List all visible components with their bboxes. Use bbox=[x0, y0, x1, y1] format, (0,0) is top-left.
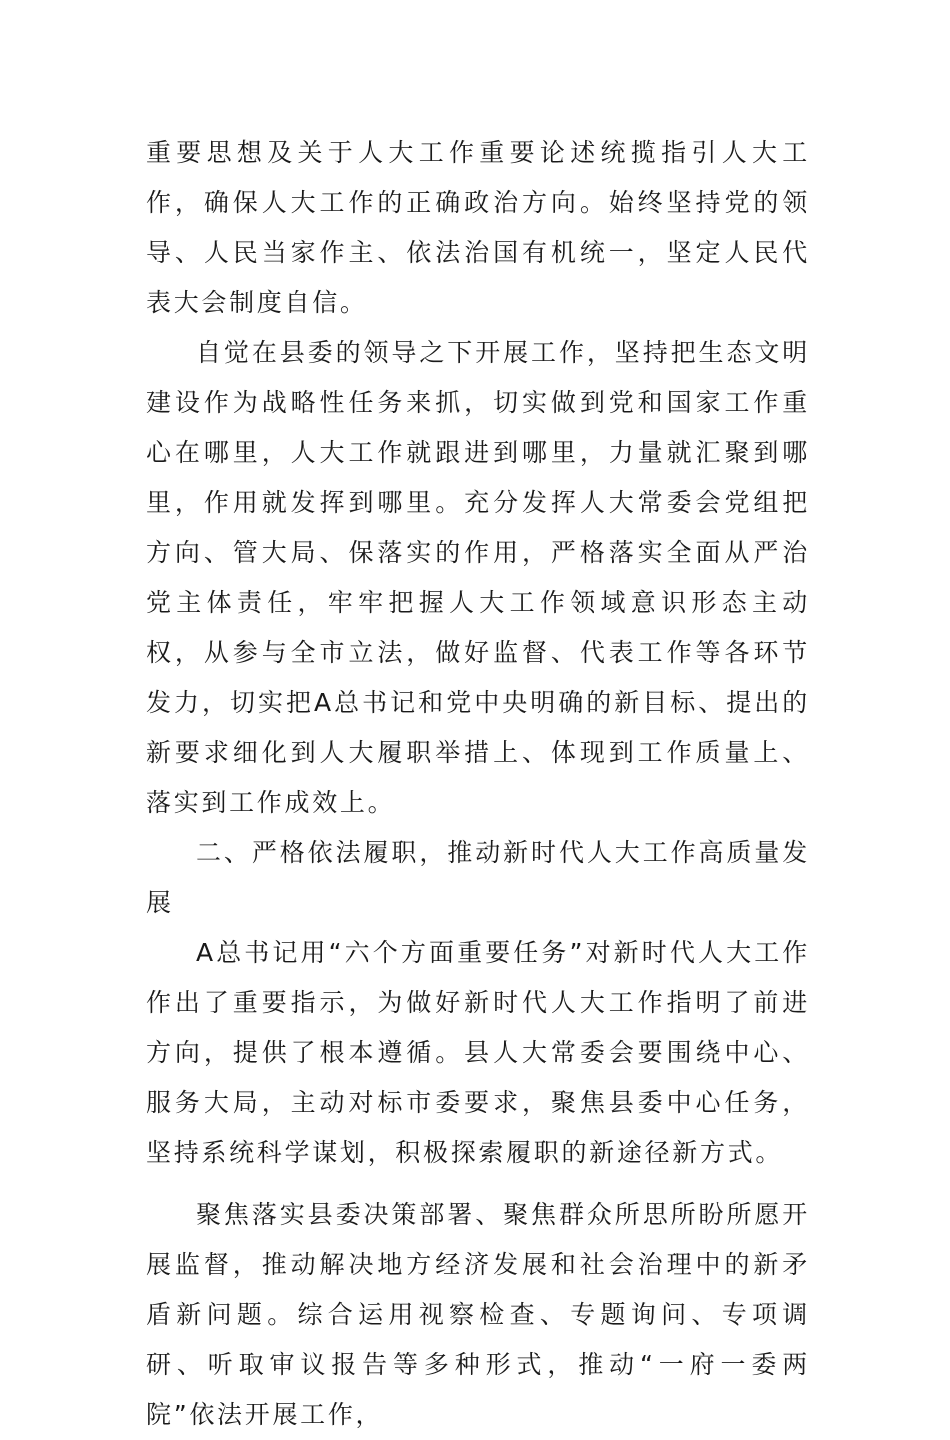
section-heading-2: 二、严格依法履职，推动新时代人大工作高质量发展 bbox=[146, 838, 810, 917]
paragraph-continued: 重要思想及关于人大工作重要论述统揽指引人大工作，确保人大工作的正确政治方向。始终坚持党的领导、人民当家作主、依法治国有机统一，坚定人民代表大会制度自信。 bbox=[146, 138, 810, 317]
paragraph-supervision: 聚焦落实县委决策部署、聚焦群众所思所盼所愿开展监督，推动解决地方经济发展和社会治理中的新矛盾新问题。综合运用视察检查、专题询问、专项调研、听取审议报告等多种形式，推动“一府一委两院”依法开展工作， bbox=[146, 1200, 810, 1429]
document-body bbox=[146, 128, 810, 1440]
paragraph-work-under-county-committee: 自觉在县委的领导之下开展工作，坚持把生态文明建设作为战略性任务来抓，切实做到党和国家工作重心在哪里，人大工作就跟进到哪里，力量就汇聚到哪里，作用就发挥到哪里。充分发挥人大常委会党组把方向、管大局、保落实的作用，严格落实全面从严治党主体责任，牢牢把握人大工作领域意识形态主动权，从参与全市立法，做好监督、代表工作等各环节发力，切实把A总书记和党中央明确的新目标、提出的新要求细化到人大履职举措上、体现到工作质量上、落实到工作成效上。 bbox=[146, 338, 810, 817]
paragraph-six-tasks: A总书记用“六个方面重要任务”对新时代人大工作作出了重要指示，为做好新时代人大工作指明了前进方向，提供了根本遵循。县人大常委会要围绕中心、服务大局，主动对标市委要求，聚焦县委中心任务，坚持系统科学谋划，积极探索履职的新途径新方式。 bbox=[146, 938, 810, 1167]
